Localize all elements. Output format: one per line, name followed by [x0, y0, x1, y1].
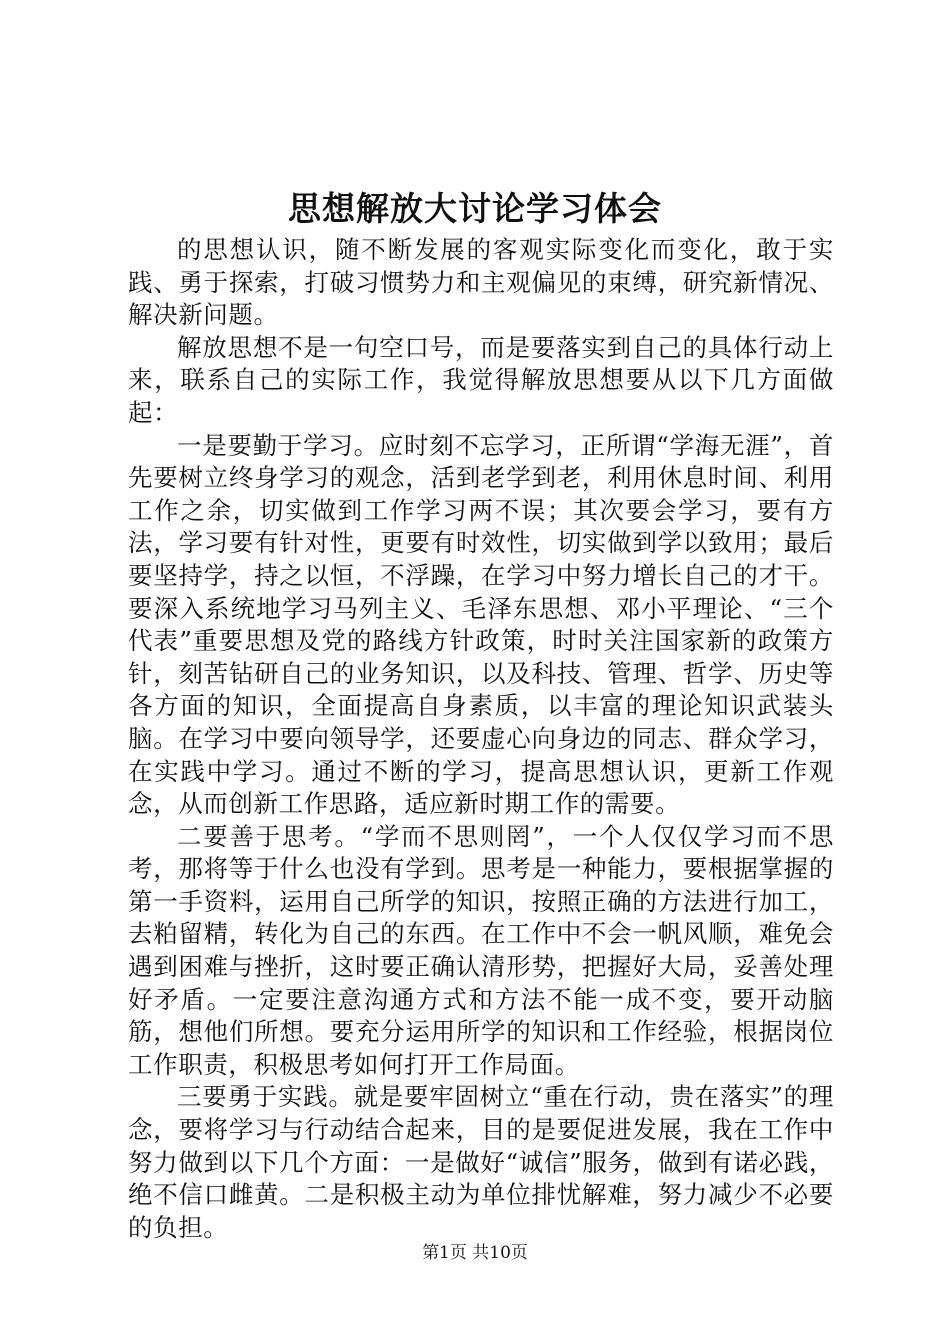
paragraph-5: 三要勇于实践。就是要牢固树立“重在行动，贵在落实”的理念，要将学习与行动结合起来，目的是要促进发展，我在工作中努力做到以下几个方面：一是做好“诚信”服务，做到有诺必践，绝不信口雌黄。二是积极主动为单位排忧解难，努力减少不必要的负担。 [128, 1082, 834, 1242]
paragraph-4: 二要善于思考。“学而不思则罔”，一个人仅仅学习而不思考，那将等于什么也没有学到。思考是一种能力，要根据掌握的第一手资料，运用自己所学的知识，按照正确的方法进行加工，去粕留精，转化为自己的东西。在工作中不会一帆风顺，难免会遇到困难与挫折，这时要正确认清形势，把握好大局，妥善处理好矛盾。一定要注意沟通方式和方法不能一成不变，要开动脑筋，想他们所想。要充分运用所学的知识和工作经验，根据岗位工作职责，积极思考如何打开工作局面。 [128, 821, 834, 1079]
document-body [128, 234, 834, 1244]
page-number-footer: 第1页 共10页 [422, 1243, 528, 1263]
paragraph-1: 的思想认识，随不断发展的客观实际变化而变化，敢于实践、勇于探索，打破习惯势力和主观偏见的束缚，研究新情况、解决新问题。 [128, 235, 834, 330]
paragraph-2: 解放思想不是一句空口号，而是要落实到自己的具体行动上来，联系自己的实际工作，我觉得解放思想要从以下几方面做起： [128, 332, 834, 427]
document-title: 思想解放大讨论学习体会 [288, 189, 662, 228]
paragraph-3: 一是要勤于学习。应时刻不忘学习，正所谓“学海无涯”，首先要树立终身学习的观念，活到老学到老，利用休息时间、利用工作之余，切实做到工作学习两不误；其次要会学习，要有方法，学习要有针对性，更要有时效性，切实做到学以致用；最后要坚持学，持之以恒，不浮躁，在学习中努力增长自己的才干。要深入系统地学习马列主义、毛泽东思想、邓小平理论、“三个代表”重要思想及党的路线方针政策，时时关注国家新的政策方针，刻苦钻研自己的业务知识，以及科技、管理、哲学、历史等各方面的知识，全面提高自身素质，以丰富的理论知识武装头脑。在学习中要向领导学，还要虚心向身边的同志、群众学习，在实践中学习。通过不断的学习，提高思想认识，更新工作观念，从而创新工作思路，适应新时期工作的需要。 [128, 430, 834, 819]
